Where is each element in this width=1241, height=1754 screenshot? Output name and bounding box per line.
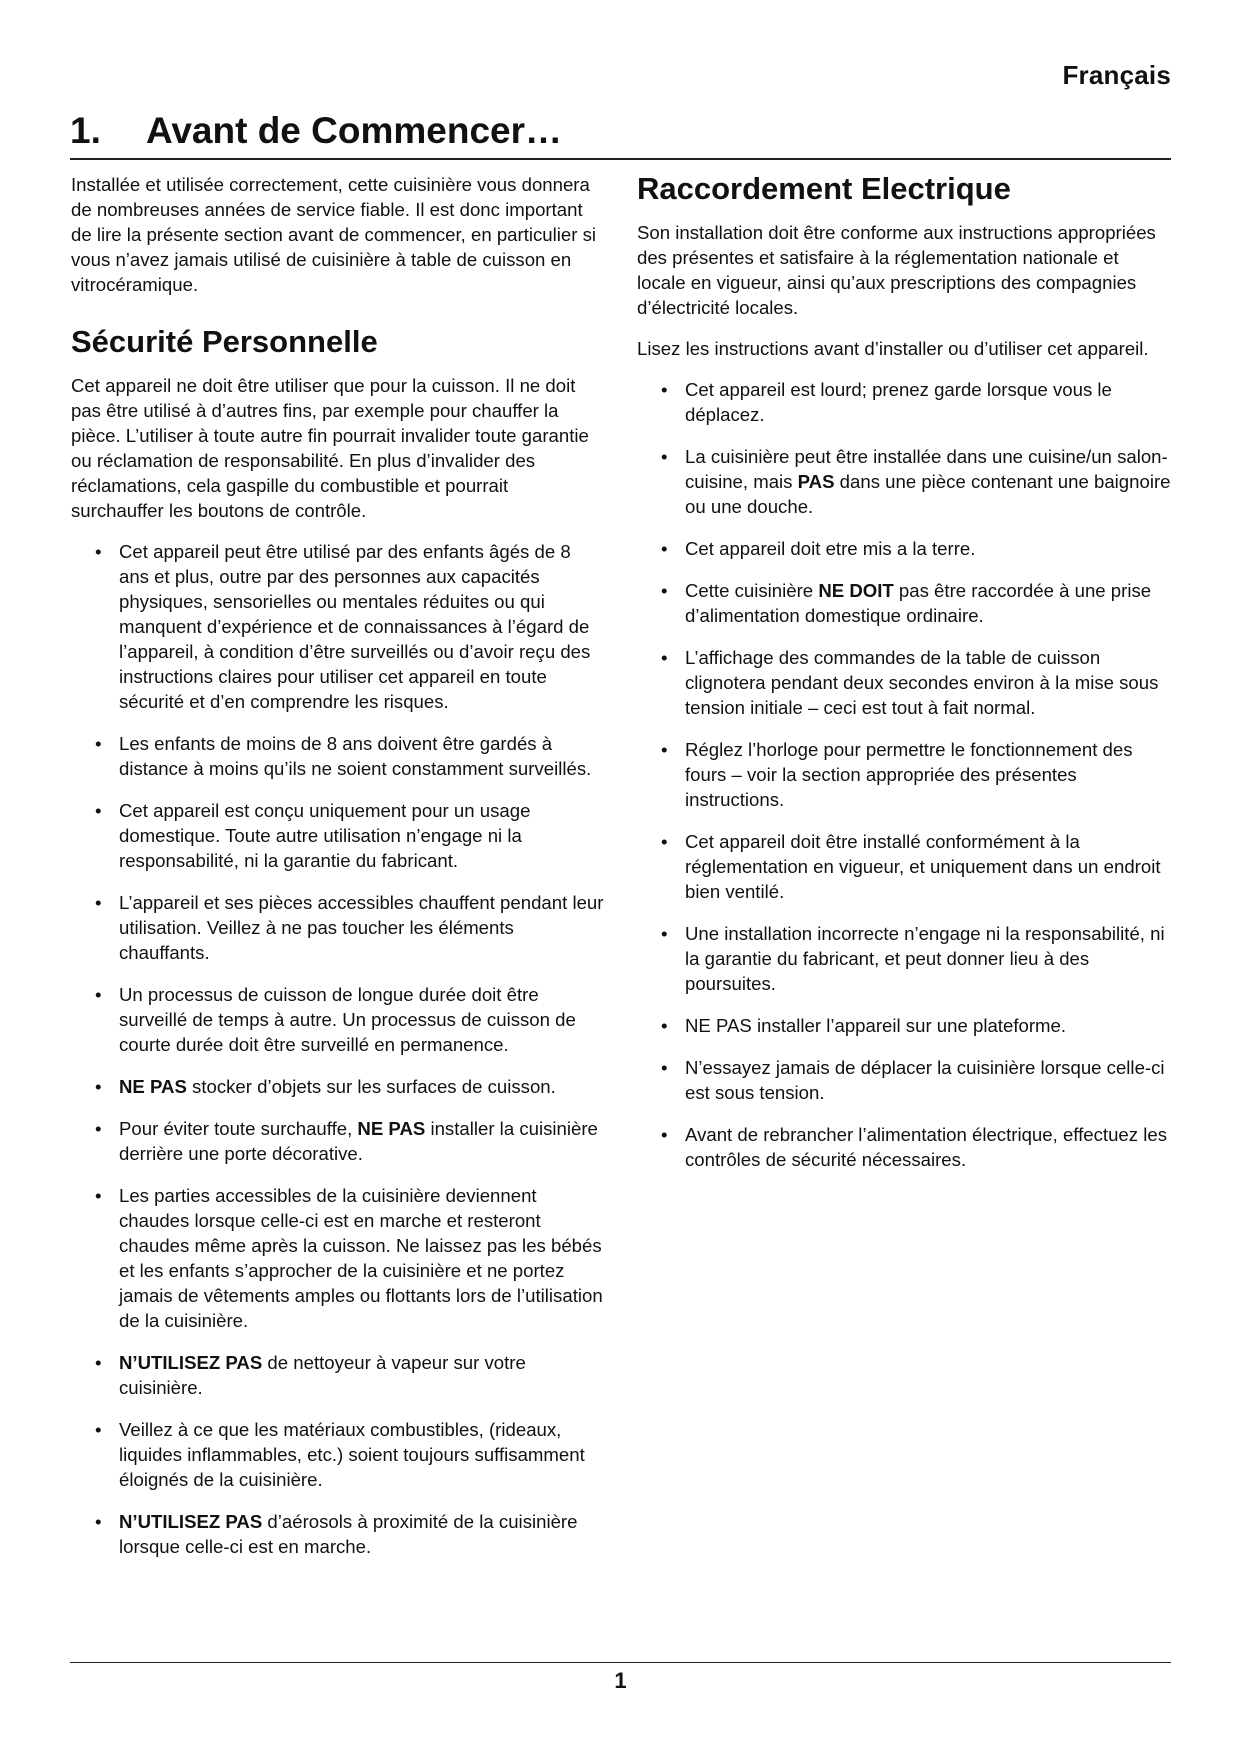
electrical-list xyxy=(637,377,1172,1172)
list-item: • Avant de rebrancher l’alimentation électrique, effectuez les contrôles de sécurité nécessaires. xyxy=(637,1122,1172,1172)
list-item: • Réglez l’horloge pour permettre le fonctionnement des fours – voir la section appropriée des présentes instructions. xyxy=(637,737,1172,812)
list-item: • Cet appareil est lourd; prenez garde lorsque vous le déplacez. xyxy=(637,377,1172,427)
electrical-heading: Raccordement Electrique xyxy=(637,171,1011,206)
language-label: Français xyxy=(1062,60,1171,90)
list-item: • La cuisinière peut être installée dans une cuisine/un salon-cuisine, mais PAS dans une pièce contenant une baignoire ou une douche. xyxy=(637,444,1172,519)
chapter-heading xyxy=(70,110,1171,160)
electrical-paragraph: Son installation doit être conforme aux instructions appropriées des présentes et satisfaire à la réglementation nationale et locale en vigueur, ainsi qu’aux prescriptions des compagnies d’électricité locales. xyxy=(637,222,1156,318)
list-item: • Cet appareil doit être installé conformément à la réglementation en vigueur, et uniquement dans un endroit bien ventilé. xyxy=(637,829,1172,904)
list-item: • Les parties accessibles de la cuisinière deviennent chaudes lorsque celle-ci est en marche et resteront chaudes même après la cuisson. Ne laissez pas les bébés et les enfants s’approcher de la cuisinière et ne portez jamais de vêtements amples ou flottants lors de l’utilisation de la cuisinière. xyxy=(71,1183,604,1333)
intro-paragraph: Installée et utilisée correctement, cette cuisinière vous donnera de nombreuses années de service fiable. Il est donc important de lire la présente section avant de commencer, en particulier si vous n’avez jamais utilisé de cuisinière à table de cuisson en vitrocéramique. xyxy=(71,174,597,295)
footer-rule xyxy=(70,1662,1171,1663)
electrical-paragraph-2: Lisez les instructions avant d’installer ou d’utiliser cet appareil. xyxy=(637,338,1149,359)
list-item: • L’appareil et ses pièces accessibles chauffent pendant leur utilisation. Veillez à ne pas toucher les éléments chauffants. xyxy=(71,890,604,965)
list-item: • Cette cuisinière NE DOIT pas être raccordée à une prise d’alimentation domestique ordinaire. xyxy=(637,578,1172,628)
list-item: • NE PAS installer l’appareil sur une plateforme. xyxy=(637,1013,1172,1038)
list-item: • N’UTILISEZ PAS d’aérosols à proximité de la cuisinière lorsque celle-ci est en marche. xyxy=(71,1509,604,1559)
list-item: • NE PAS stocker d’objets sur les surfaces de cuisson. xyxy=(71,1074,604,1099)
personal-safety-list xyxy=(71,539,604,1559)
list-item: • Cet appareil est conçu uniquement pour un usage domestique. Toute autre utilisation n’engage ni la responsabilité, ni la garantie du fabricant. xyxy=(71,798,604,873)
personal-safety-paragraph: Cet appareil ne doit être utiliser que pour la cuisson. Il ne doit pas être utilisé à d’autres fins, par exemple pour chauffer la pièce. L’utiliser à toute autre fin pourrait invalider toute garantie ou réclamation de responsabilité. En plus d’invalider des réclamations, cela gaspille du combustible et pourrait surchauffer les boutons de contrôle. xyxy=(71,375,589,521)
list-item: • Un processus de cuisson de longue durée doit être surveillé de temps à autre. Un processus de cuisson de courte durée doit être surveillé en permanence. xyxy=(71,982,604,1057)
list-item: • N’UTILISEZ PAS de nettoyeur à vapeur sur votre cuisinière. xyxy=(71,1350,604,1400)
list-item: • Veillez à ce que les matériaux combustibles, (rideaux, liquides inflammables, etc.) soient toujours suffisamment éloignés de la cuisinière. xyxy=(71,1417,604,1492)
list-item: • Les enfants de moins de 8 ans doivent être gardés à distance à moins qu’ils ne soient constamment surveillés. xyxy=(71,731,604,781)
personal-safety-heading: Sécurité Personnelle xyxy=(71,324,378,359)
list-item: • Cet appareil peut être utilisé par des enfants âgés de 8 ans et plus, outre par des personnes aux capacités physiques, sensorielles ou mentales réduites ou qui manquent d’expérience et de connaissances à l’égard de l’appareil, à condition d’être surveillés ou d’avoir reçu des instructions claires pour utiliser cet appareil en toute sécurité et d’en comprendre les risques. xyxy=(71,539,604,714)
list-item: • L’affichage des commandes de la table de cuisson clignotera pendant deux secondes environ à la mise sous tension initiale – ceci est tout à fait normal. xyxy=(637,645,1172,720)
list-item: • Pour éviter toute surchauffe, NE PAS installer la cuisinière derrière une porte décorative. xyxy=(71,1116,604,1166)
list-item: • N’essayez jamais de déplacer la cuisinière lorsque celle-ci est sous tension. xyxy=(637,1055,1172,1105)
page-number: 1 xyxy=(614,1668,627,1693)
left-column xyxy=(71,172,604,1576)
list-item: • Une installation incorrecte n’engage ni la responsabilité, ni la garantie du fabricant, et peut donner lieu à des poursuites. xyxy=(637,921,1172,996)
right-column xyxy=(637,170,1172,1189)
chapter-title: Avant de Commencer… xyxy=(146,110,563,151)
chapter-number: 1. xyxy=(70,110,101,151)
list-item: • Cet appareil doit etre mis a la terre. xyxy=(637,536,1172,561)
